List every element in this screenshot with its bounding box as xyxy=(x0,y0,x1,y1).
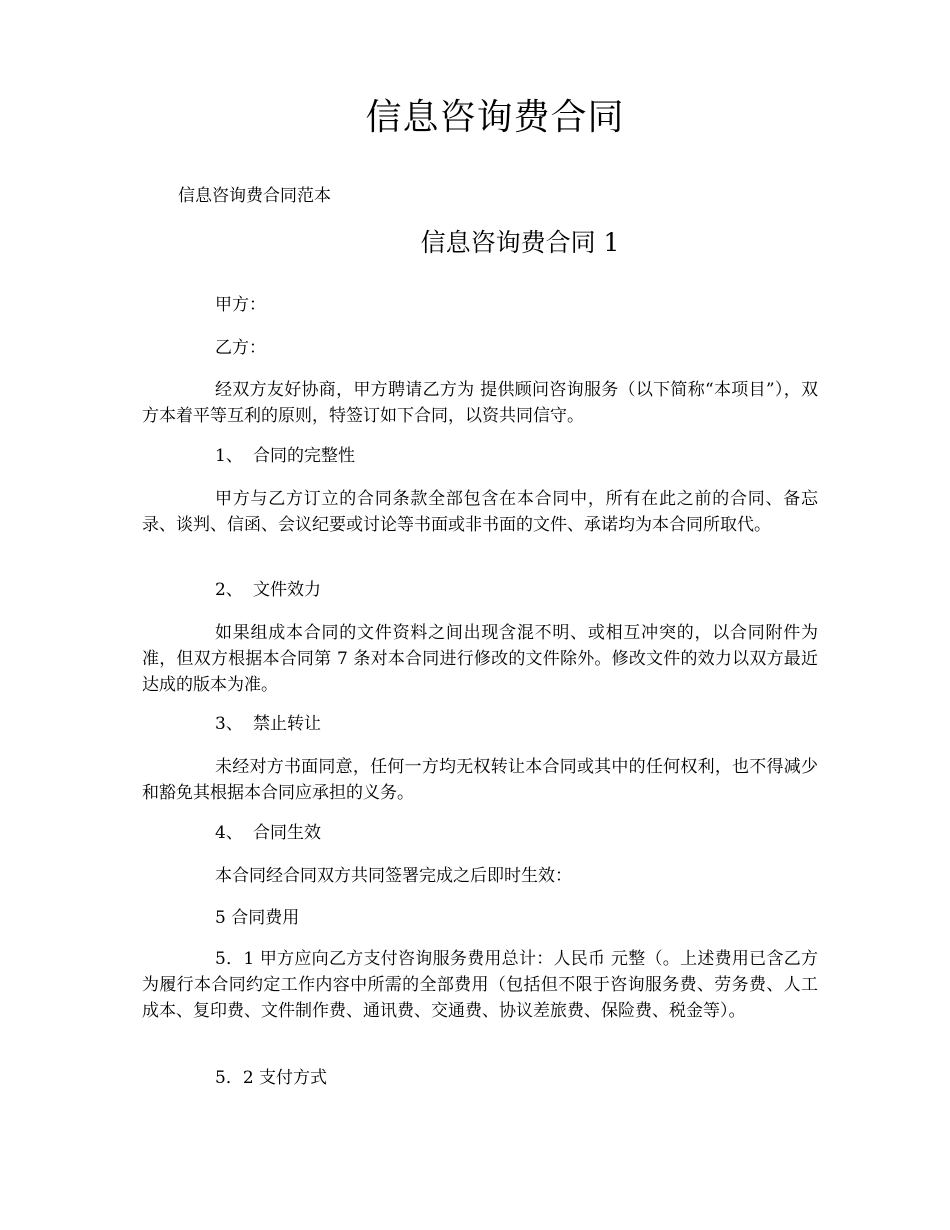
clause-5-2-heading: 5．2 支付方式 xyxy=(215,1068,328,1088)
clause-3-heading xyxy=(215,711,321,737)
clause-5-1-body: 5．1 甲方应向乙方支付咨询服务费用总计：人民币 元整（。上述费用已含乙方为履行本合同约定工作内容中所需的全部费用（包括但不限于咨询服务费、劳务费、人工成本、复印费、文件制作费、通讯费、交通费、协议差旅费、保险费、税金等）。 xyxy=(142,949,818,1021)
document-subtitle: 信息咨询费合同范本 xyxy=(178,186,331,206)
clause-3-body: 未经对方书面同意，任何一方均无权转让本合同或其中的任何权利，也不得减少和豁免其根据本合同应承担的义务。 xyxy=(142,757,818,803)
clause-5-heading: 5 合同费用 xyxy=(215,908,300,928)
clause-2-title: 文件效力 xyxy=(253,580,321,600)
clause-1-heading xyxy=(215,443,355,469)
clause-2-number: 2、 xyxy=(215,580,243,600)
clause-4-body: 本合同经合同双方共同签署完成之后即时生效： xyxy=(215,866,572,886)
document-title: 信息咨询费合同 xyxy=(365,97,625,138)
party-a-label: 甲方： xyxy=(215,295,266,315)
clause-3-title: 禁止转让 xyxy=(253,714,321,734)
clause-4-title: 合同生效 xyxy=(253,823,321,843)
clause-4-heading xyxy=(215,820,321,846)
intro-paragraph: 经双方友好协商，甲方聘请乙方为 提供顾问咨询服务（以下简称“本项目”），双方本着平等互利的原则，特签订如下合同，以资共同信守。 xyxy=(142,380,818,426)
party-b-label: 乙方： xyxy=(215,338,266,358)
clause-1-body: 甲方与乙方订立的合同条款全部包含在本合同中，所有在此之前的合同、备忘录、谈判、信函、会议纪要或讨论等书面或非书面的文件、承诺均为本合同所取代。 xyxy=(142,489,818,535)
clause-2-heading xyxy=(215,577,321,603)
section-title: 信息咨询费合同 1 xyxy=(420,228,620,257)
clause-1-title: 合同的完整性 xyxy=(253,446,355,466)
clause-3-number: 3、 xyxy=(215,714,243,734)
clause-4-number: 4、 xyxy=(215,823,243,843)
clause-1-number: 1、 xyxy=(215,446,243,466)
clause-2-body: 如果组成本合同的文件资料之间出现含混不明、或相互冲突的，以合同附件为准，但双方根据本合同第 7 条对本合同进行修改的文件除外。修改文件的效力以双方最近达成的版本为准。 xyxy=(142,623,818,695)
